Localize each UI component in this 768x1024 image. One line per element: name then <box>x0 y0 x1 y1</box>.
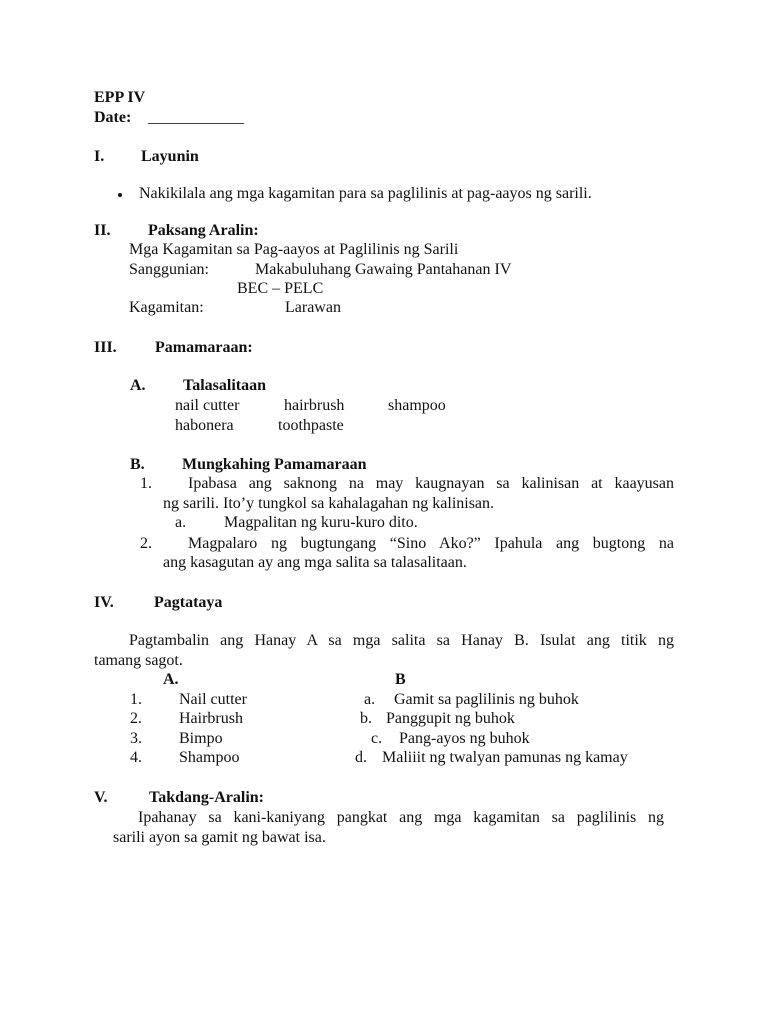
match-letter-b: d. <box>355 749 367 766</box>
step-1a-letter: a. <box>175 514 187 531</box>
column-a-header: A. <box>163 671 179 688</box>
section-5-title: Takdang-Aralin: <box>149 789 264 806</box>
section-2-number: II. <box>94 222 111 239</box>
section-2-title: Paksang Aralin: <box>148 222 259 239</box>
section-4-number: IV. <box>94 594 114 611</box>
match-item-b: Panggupit ng buhok <box>386 710 515 727</box>
column-b-header: B <box>395 671 406 688</box>
subsection-b-letter: B. <box>130 456 145 473</box>
date-blank: ____________ <box>148 109 244 126</box>
step-2-number: 2. <box>140 535 152 552</box>
match-letter-b: a. <box>364 691 376 708</box>
step-2-line-2: ang kasagutan ay ang mga salita sa talasalitaan. <box>163 554 467 571</box>
subsection-a-letter: A. <box>130 377 146 394</box>
instruction-line-2: tamang sagot. <box>94 652 183 669</box>
match-number: 4. <box>130 749 142 766</box>
section-3-title: Pamamaraan: <box>155 339 253 356</box>
step-2-line-1: Magpalaro ng bugtungang “Sino Ako?” Ipahula ang bugtong na <box>188 535 674 552</box>
bullet-icon <box>118 193 122 197</box>
match-item-a: Hairbrush <box>179 710 243 727</box>
reference-label: Sanggunian: <box>129 261 209 278</box>
match-item-b: Pang-ayos ng buhok <box>399 730 530 747</box>
materials-label: Kagamitan: <box>129 299 204 316</box>
step-1-line-2: ng sarili. Ito’y tungkol sa kahalagahan ng kalinisan. <box>163 495 495 512</box>
match-item-a: Nail cutter <box>179 691 247 708</box>
objective-text: Nakikilala ang mga kagamitan para sa paglilinis at pag-aayos ng sarili. <box>139 185 592 202</box>
materials-value: Larawan <box>285 299 341 316</box>
topic-text: Mga Kagamitan sa Pag-aayos at Paglilinis ng Sarili <box>129 241 459 258</box>
subsection-b-title: Mungkahing Pamamaraan <box>182 456 367 473</box>
match-number: 1. <box>130 691 142 708</box>
step-1a-text: Magpalitan ng kuru-kuro dito. <box>224 514 418 531</box>
instruction-line-1: Pagtambalin ang Hanay A sa mga salita sa Hanay B. Isulat ang titik ng <box>129 632 674 649</box>
reference-value-2: BEC – PELC <box>237 280 324 297</box>
match-number: 3. <box>130 730 142 747</box>
subject-title: EPP IV <box>94 89 146 106</box>
section-1-title: Layunin <box>141 148 199 165</box>
step-1-number: 1. <box>140 475 152 492</box>
match-number: 2. <box>130 710 142 727</box>
reference-value: Makabuluhang Gawaing Pantahanan IV <box>255 261 512 278</box>
section-1-number: I. <box>94 148 105 165</box>
section-3-number: III. <box>94 339 117 356</box>
date-label: Date: <box>94 109 132 126</box>
section-4-title: Pagtataya <box>154 594 223 611</box>
assignment-line-2: sarili ayon sa gamit ng bawat isa. <box>113 829 326 846</box>
vocab-item: toothpaste <box>278 417 344 434</box>
match-letter-b: b. <box>360 710 372 727</box>
vocab-item: nail cutter <box>175 397 240 414</box>
subsection-a-title: Talasalitaan <box>183 377 266 394</box>
vocab-item: habonera <box>175 417 234 434</box>
match-letter-b: c. <box>371 730 383 747</box>
match-item-a: Shampoo <box>179 749 240 766</box>
vocab-item: shampoo <box>388 397 446 414</box>
step-1-line-1: Ipabasa ang saknong na may kaugnayan sa kalinisan at kaayusan <box>188 475 674 492</box>
match-item-b: Gamit sa paglilinis ng buhok <box>394 691 579 708</box>
section-5-number: V. <box>94 789 108 806</box>
match-item-b: Maliiit ng twalyan pamunas ng kamay <box>382 749 628 766</box>
assignment-line-1: Ipahanay sa kani-kaniyang pangkat ang mga kagamitan sa paglilinis ng <box>138 809 664 826</box>
vocab-item: hairbrush <box>284 397 345 414</box>
match-item-a: Bimpo <box>179 730 223 747</box>
